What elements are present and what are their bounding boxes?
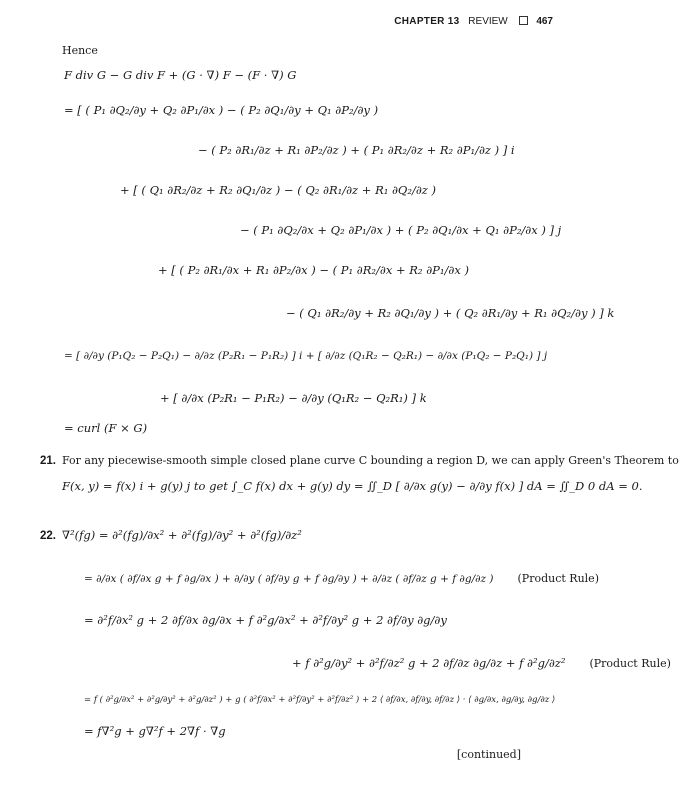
hence-label: Hence <box>62 44 98 57</box>
problem-22 <box>40 528 302 542</box>
equation-line: = [ ( P₁ ∂Q₂/∂y + Q₂ ∂P₁/∂x ) − ( P₂ ∂Q₁/∂y + Q₁ ∂P₂/∂y ) <box>64 103 379 117</box>
equation-line: + [ ∂/∂x (P₂R₁ − P₁R₂) − ∂/∂y (Q₁R₂ − Q₂R₁) ] k <box>160 391 427 405</box>
equation-line: + [ ( P₂ ∂R₁/∂x + R₁ ∂P₂/∂x ) − ( P₁ ∂R₂/∂x + R₂ ∂P₁/∂x ) <box>158 263 469 277</box>
equation-line: = f∇²g + g∇²f + 2∇f · ∇g <box>84 724 226 738</box>
equation-line: − ( Q₁ ∂R₂/∂y + R₂ ∂Q₁/∂y ) + ( Q₂ ∂R₁/∂y + R₁ ∂Q₂/∂y ) ] k <box>286 306 615 320</box>
chapter-label: CHAPTER 13 <box>394 16 460 27</box>
equation-line: = ∂²f/∂x² g + 2 ∂f/∂x ∂g/∂x + f ∂²g/∂x² + ∂²f/∂y² g + 2 ∂f/∂y ∂g/∂y <box>84 613 447 627</box>
equation-line: − ( P₂ ∂R₁/∂z + R₁ ∂P₂/∂z ) + ( P₁ ∂R₂/∂z + R₂ ∂P₁/∂z ) ] i <box>198 143 515 157</box>
product-rule-note: (Product Rule) <box>589 657 671 670</box>
problem-number: 22. <box>40 530 56 542</box>
formula-lead: F(x, y) = f(x) i + g(y) j to get <box>62 479 228 493</box>
equation-line: = f ( ∂²g/∂x² + ∂²g/∂y² + ∂²g/∂z² ) + g ( ∂²f/∂x² + ∂²f/∂y² + ∂²f/∂z² ) + 2 ⟨ ∂f/∂x, ∂f/∂y, ∂f/∂z ⟩ · ⟨ ∂g/∂x, ∂g/∂y, ∂g/∂z ⟩ <box>84 695 556 705</box>
equation-line: = curl (F × G) <box>64 421 148 435</box>
problem-21 <box>40 453 679 467</box>
page-number: 467 <box>536 16 553 27</box>
equation-line: + [ ( Q₁ ∂R₂/∂z + R₂ ∂Q₁/∂z ) − ( Q₂ ∂R₁/∂z + R₁ ∂Q₂/∂z ) <box>120 183 436 197</box>
product-rule-note: (Product Rule) <box>517 572 599 585</box>
section-label: REVIEW <box>468 16 508 27</box>
running-header <box>394 16 553 27</box>
equation-line: F div G − G div F + (G · ∇) F − (F · ∇) G <box>64 68 297 82</box>
continued-label: [continued] <box>456 748 521 761</box>
equation-line: − ( P₁ ∂Q₂/∂x + Q₂ ∂P₁/∂x ) + ( P₂ ∂Q₁/∂x + Q₁ ∂P₂/∂x ) ] j <box>240 223 562 237</box>
formula: ∫_C f(x) dx + g(y) dy = ∬_D [ ∂/∂x g(y) − ∂/∂y f(x) ] dA = ∬_D 0 dA = 0. <box>231 479 643 493</box>
equation-text: = ∂/∂x ( ∂f/∂x g + f ∂g/∂x ) + ∂/∂y ( ∂f/∂y g + f ∂g/∂y ) + ∂/∂z ( ∂f/∂z g + f ∂g/∂z ) <box>84 573 494 585</box>
problem-text: For any piecewise-smooth simple closed plane curve C bounding a region D, we can apply Green's Theorem to <box>62 454 679 467</box>
equation-line: = [ ∂/∂y (P₁Q₂ − P₂Q₁) − ∂/∂z (P₂R₁ − P₁R₂) ] i + [ ∂/∂z (Q₁R₂ − Q₂R₁) − ∂/∂x (P₁Q₂ − P₂Q₁) ] j <box>64 350 548 362</box>
problem-number: 21. <box>40 455 56 467</box>
equation-line <box>292 656 671 670</box>
square-icon <box>519 16 528 25</box>
equation-line: ∇²(fg) = ∂²(fg)/∂x² + ∂²(fg)/∂y² + ∂²(fg)/∂z² <box>62 528 302 542</box>
equation-line <box>62 479 642 493</box>
equation-line <box>84 572 599 585</box>
equation-text: + f ∂²g/∂y² + ∂²f/∂z² g + 2 ∂f/∂z ∂g/∂z + f ∂²g/∂z² <box>292 656 566 670</box>
